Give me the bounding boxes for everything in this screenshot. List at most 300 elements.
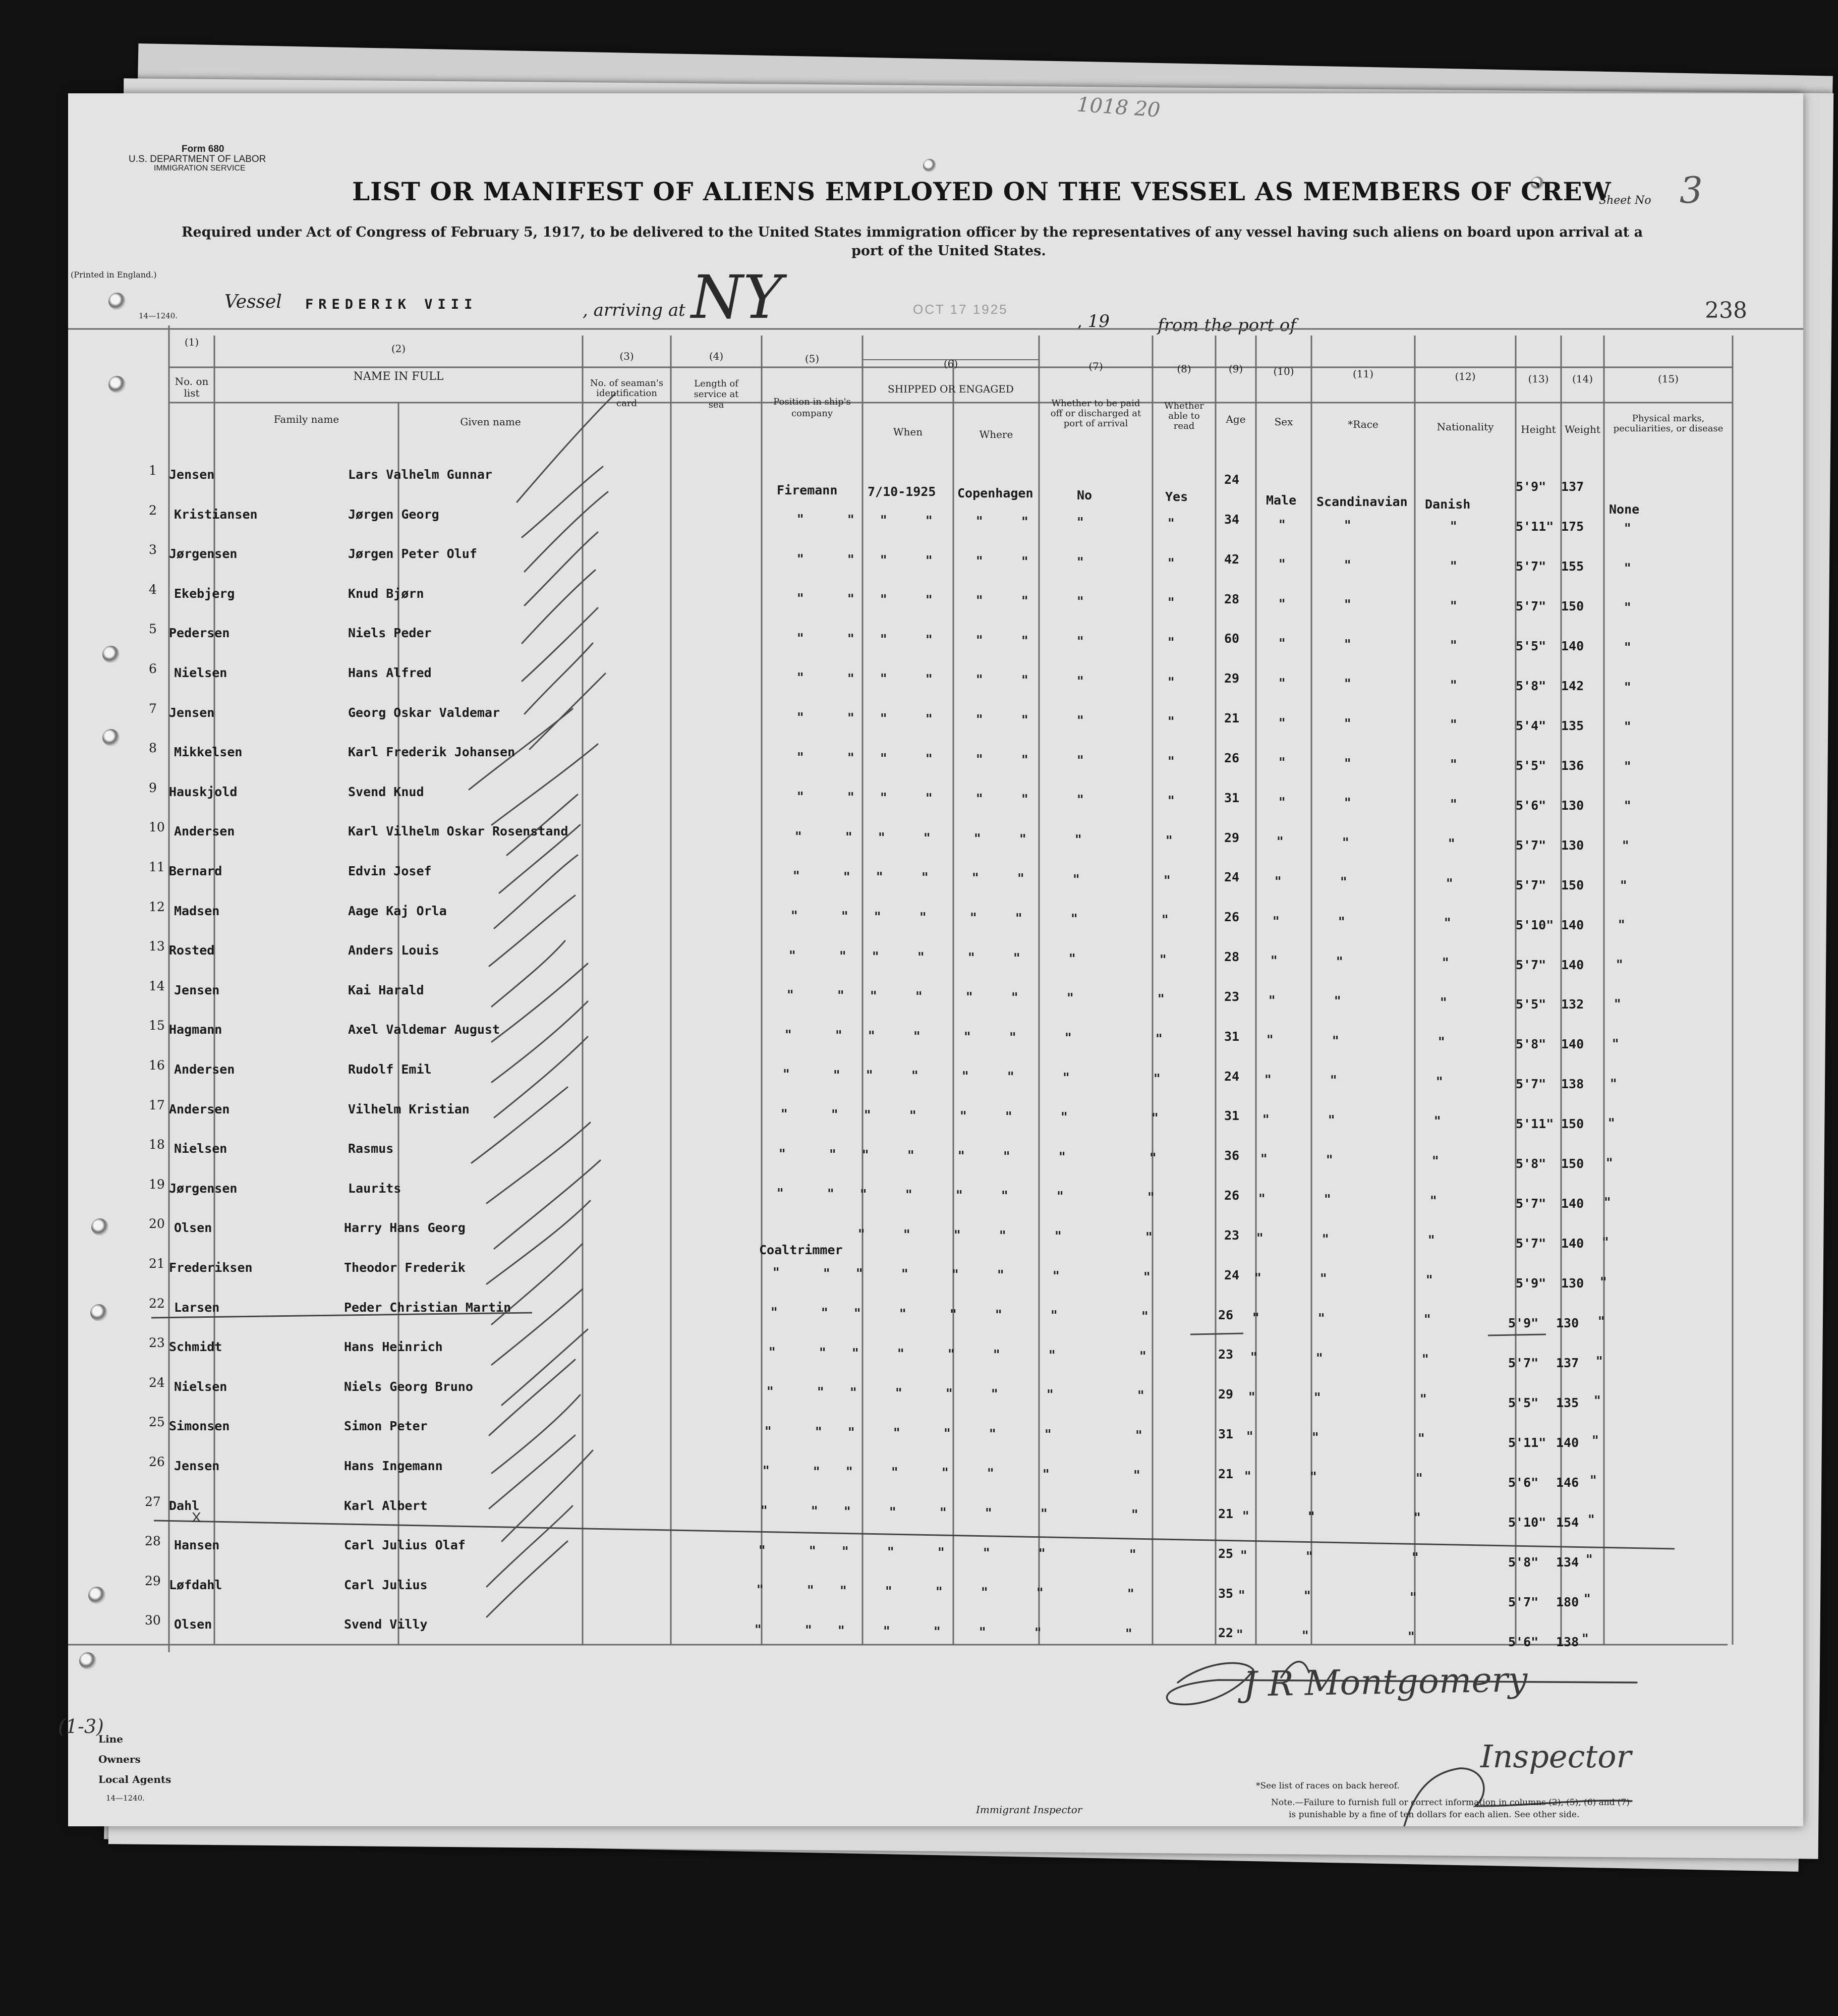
ditto-nationality: "	[1420, 1391, 1427, 1407]
ditto-where: "	[1017, 871, 1024, 887]
ditto-position: "	[797, 512, 804, 528]
row-number: 22	[149, 1296, 165, 1311]
ditto-position: "	[773, 1265, 780, 1281]
ditto-paid-off: "	[1051, 1308, 1058, 1324]
from-port-label: from the port of	[1158, 315, 1296, 335]
ditto-marks: "	[1624, 680, 1631, 695]
ditto-when: "	[868, 1028, 875, 1044]
margin-mark: (1-3)	[58, 1715, 104, 1738]
given-name: Karl Frederik Johansen	[348, 745, 515, 760]
ditto-sex: "	[1279, 596, 1286, 612]
col-4-num: (4)	[709, 350, 724, 362]
col-13-num: (13)	[1528, 373, 1549, 385]
ditto-position: "	[783, 1067, 790, 1083]
ditto-when: "	[926, 751, 933, 767]
ditto-when: "	[878, 830, 885, 846]
ditto-when: "	[862, 1147, 869, 1163]
height: 5'5"	[1508, 1395, 1539, 1411]
row-number: 16	[149, 1058, 165, 1073]
ditto-where: "	[936, 1585, 943, 1600]
manifest-subtitle: Required under Act of Congress of February 5, 1917, to be delivered to the United States immigration officer by the representatives of any vessel having such aliens on board upon arrival at a	[182, 225, 1643, 240]
ditto-where: "	[976, 752, 983, 767]
print-code: 14—1240.	[139, 311, 178, 320]
ditto-race: "	[1326, 1152, 1333, 1168]
col-6-where: Where	[979, 428, 1013, 440]
paid-off-value: No	[1077, 488, 1093, 502]
ditto-read: "	[1139, 1349, 1146, 1364]
ditto-marks: "	[1590, 1473, 1597, 1488]
weight: 140	[1556, 1435, 1579, 1450]
ditto-position: "	[847, 671, 854, 687]
sheet-no: 3	[1680, 169, 1703, 211]
height: 5'5"	[1516, 997, 1546, 1012]
ditto-paid-off: "	[1061, 1110, 1068, 1126]
ditto-where: "	[991, 1387, 998, 1403]
col-12-label: Nationality	[1437, 421, 1494, 433]
row-number: 5	[149, 622, 157, 637]
given-name: Kai Harald	[348, 982, 424, 997]
ditto-sex: "	[1254, 1271, 1261, 1286]
weight: 146	[1556, 1475, 1579, 1490]
age: 42	[1224, 551, 1240, 567]
ditto-when: "	[880, 592, 887, 608]
ditto-position: "	[811, 1504, 818, 1520]
ditto-marks: "	[1610, 1076, 1617, 1092]
ditto-sex: "	[1267, 1033, 1274, 1048]
family-name: Løfdahl	[169, 1577, 222, 1592]
ditto-position: "	[765, 1424, 772, 1439]
weight: 130	[1556, 1316, 1579, 1331]
ditto-position: "	[833, 1068, 840, 1083]
ditto-sex: "	[1258, 1191, 1266, 1207]
ditto-sex: "	[1244, 1469, 1251, 1484]
page-number: 238	[1705, 298, 1747, 323]
given-name: Theodor Frederik	[344, 1260, 466, 1275]
ditto-when: "	[907, 1148, 914, 1163]
ditto-where: "	[985, 1505, 992, 1521]
ditto-position: "	[795, 829, 802, 845]
row-number: 4	[149, 582, 157, 597]
immigrant-inspector-label: Immigrant Inspector	[976, 1804, 1082, 1816]
height: 5'11"	[1516, 519, 1554, 534]
age: 31	[1224, 1029, 1240, 1044]
given-name: Carl Julius	[344, 1577, 428, 1592]
ditto-paid-off: "	[1077, 753, 1084, 768]
ditto-sex: "	[1238, 1588, 1245, 1603]
form-number: Form 680	[182, 144, 224, 154]
ditto-when: "	[926, 593, 933, 608]
age: 24	[1224, 472, 1240, 487]
ditto-where: "	[948, 1347, 955, 1362]
col-10-num: (10)	[1273, 365, 1294, 377]
ditto-sex: "	[1265, 1073, 1272, 1088]
height: 5'8"	[1516, 1156, 1546, 1171]
weight: 130	[1561, 1276, 1584, 1291]
ditto-position: "	[847, 552, 854, 568]
row-number: 6	[149, 661, 157, 676]
ditto-nationality: "	[1450, 678, 1457, 693]
weight: 135	[1556, 1395, 1579, 1411]
age: 29	[1218, 1387, 1234, 1402]
ditto-when: "	[866, 1068, 873, 1084]
ditto-paid-off: "	[1043, 1467, 1050, 1482]
ditto-when: "	[842, 1544, 849, 1559]
ditto-where: "	[976, 553, 983, 569]
ditto-marks: "	[1624, 600, 1631, 616]
weight: 150	[1561, 1156, 1584, 1171]
ditto-nationality: "	[1434, 1114, 1441, 1130]
ditto-marks: "	[1616, 957, 1623, 973]
race-value: Scandinavian	[1316, 494, 1408, 509]
ditto-nationality: "	[1440, 995, 1447, 1011]
weight: 140	[1561, 1196, 1584, 1211]
ditto-position: "	[761, 1503, 768, 1519]
ditto-where: "	[956, 1188, 963, 1204]
position-value: Firemann	[777, 483, 838, 497]
ditto-nationality: "	[1410, 1590, 1417, 1605]
ditto-position: "	[793, 869, 800, 884]
physical-marks-value: None	[1609, 502, 1640, 517]
ditto-marks: "	[1594, 1393, 1601, 1409]
ditto-race: "	[1320, 1271, 1327, 1287]
family-name: Andersen	[169, 1101, 230, 1116]
given-name: Svend Villy	[344, 1617, 428, 1632]
ditto-position: "	[787, 988, 794, 1003]
ditto-sex: "	[1269, 993, 1276, 1009]
footer-local-agents: Local Agents	[98, 1773, 171, 1785]
col-3-num: (3)	[619, 350, 634, 362]
ditto-race: "	[1314, 1390, 1321, 1406]
family-name: Hagmann	[169, 1022, 222, 1037]
row-number: 27	[145, 1494, 161, 1509]
ditto-position: "	[771, 1305, 778, 1321]
row-number: 12	[149, 899, 165, 914]
col-8-num: (8)	[1177, 363, 1191, 375]
ditto-race: "	[1344, 716, 1351, 732]
col-15-num: (15)	[1657, 373, 1679, 385]
ditto-position: "	[847, 631, 854, 647]
printed-note: (Printed in England.)	[71, 270, 157, 279]
ditto-when: "	[852, 1346, 859, 1361]
height: 5'7"	[1516, 1236, 1546, 1251]
age: 23	[1218, 1347, 1234, 1362]
given-name: Harry Hans Georg	[344, 1220, 466, 1236]
row-27-mark: X	[192, 1509, 201, 1525]
weight: 150	[1561, 1116, 1584, 1132]
ditto-when: "	[860, 1187, 867, 1203]
col-12-num: (12)	[1455, 370, 1476, 382]
ditto-where: "	[944, 1426, 951, 1441]
given-name: Rasmus	[348, 1141, 394, 1156]
ditto-where: "	[974, 831, 981, 847]
ditto-when: "	[897, 1346, 904, 1362]
ditto-read: "	[1133, 1468, 1140, 1483]
ditto-race: "	[1344, 557, 1351, 573]
age: 28	[1224, 591, 1240, 606]
ditto-where: "	[997, 1268, 1004, 1283]
ditto-sex: "	[1256, 1231, 1263, 1247]
ditto-race: "	[1342, 835, 1349, 851]
height: 5'7"	[1516, 837, 1546, 853]
ditto-read: "	[1168, 754, 1175, 769]
given-name: Niels Peder	[348, 626, 432, 641]
age: 60	[1224, 631, 1240, 646]
ditto-where: "	[976, 593, 983, 609]
ditto-position: "	[755, 1622, 762, 1638]
sheet-no-label: Sheet No	[1599, 194, 1651, 207]
weight: 140	[1561, 1037, 1584, 1052]
ditto-when: "	[885, 1584, 892, 1600]
given-name: Edvin Josef	[348, 864, 432, 878]
age: 26	[1224, 750, 1240, 765]
shipped-when-value: 7/10-1925	[868, 484, 936, 499]
height: 5'9"	[1508, 1316, 1539, 1331]
family-name: Jørgensen	[169, 1181, 238, 1196]
ditto-position: "	[785, 1027, 792, 1043]
weight: 140	[1561, 638, 1584, 653]
row-number: 21	[149, 1256, 165, 1271]
ditto-where: "	[958, 1148, 965, 1164]
col-14-num: (14)	[1572, 373, 1593, 385]
row-number: 3	[149, 542, 157, 557]
age: 29	[1224, 671, 1240, 686]
ditto-read: "	[1127, 1587, 1134, 1602]
manifest-title: LIST OR MANIFEST OF ALIENS EMPLOYED ON THE VESSEL AS MEMBERS OF CREW	[352, 177, 1612, 206]
ditto-race: "	[1324, 1192, 1331, 1208]
col-2-given: Given name	[460, 416, 521, 428]
ditto-race: "	[1336, 954, 1343, 970]
ditto-position: "	[847, 513, 854, 528]
ditto-paid-off: "	[1075, 832, 1082, 848]
ditto-nationality: "	[1442, 955, 1449, 971]
ditto-paid-off: "	[1077, 793, 1084, 808]
ditto-marks: "	[1624, 719, 1631, 735]
row-number: 24	[149, 1375, 165, 1390]
ditto-position: "	[805, 1622, 812, 1638]
ditto-read: "	[1152, 1111, 1159, 1127]
ditto-where: "	[942, 1466, 949, 1481]
weight: 140	[1561, 917, 1584, 932]
ditto-where: "	[987, 1466, 994, 1482]
weight: 175	[1561, 519, 1584, 534]
row-number: 17	[149, 1097, 165, 1112]
ditto-race: "	[1344, 597, 1351, 613]
ditto-where: "	[1015, 911, 1022, 926]
ditto-nationality: "	[1428, 1233, 1435, 1249]
height: 5'11"	[1508, 1435, 1546, 1450]
ditto-position: "	[835, 1028, 842, 1043]
age: 26	[1218, 1307, 1234, 1322]
family-name: Jensen	[174, 1459, 220, 1473]
ditto-position: "	[847, 750, 854, 766]
ditto-when: "	[883, 1623, 890, 1639]
race-note: *See list of races on back hereof.	[1256, 1781, 1400, 1791]
ditto-read: "	[1160, 952, 1167, 968]
ditto-position: "	[821, 1306, 828, 1321]
ditto-where: "	[989, 1426, 996, 1442]
ditto-when: "	[880, 632, 887, 647]
ditto-where: "	[954, 1227, 961, 1243]
ditto-sex: "	[1240, 1548, 1247, 1564]
col-11-num: (11)	[1352, 368, 1374, 380]
ditto-where: "	[983, 1545, 990, 1561]
ditto-sex: "	[1279, 715, 1286, 731]
ditto-paid-off: "	[1059, 1149, 1066, 1165]
ditto-nationality: "	[1426, 1272, 1433, 1288]
ditto-when: "	[926, 791, 933, 807]
ditto-sex: "	[1279, 557, 1286, 573]
ditto-when: "	[880, 552, 887, 568]
weight: 150	[1561, 598, 1584, 613]
weight: 137	[1561, 479, 1584, 494]
ditto-when: "	[887, 1544, 894, 1560]
ditto-marks: "	[1608, 1116, 1615, 1132]
ditto-paid-off: "	[1047, 1387, 1054, 1403]
ditto-when: "	[920, 910, 927, 925]
ditto-sex: "	[1248, 1389, 1255, 1405]
ditto-nationality: "	[1408, 1630, 1415, 1645]
ditto-read: "	[1168, 516, 1175, 532]
ditto-when: "	[880, 711, 887, 726]
ditto-paid-off: "	[1065, 1031, 1072, 1046]
row-number: 19	[149, 1177, 165, 1192]
ditto-where: "	[938, 1545, 945, 1560]
col-11-label: *Race	[1348, 418, 1378, 430]
ditto-read: "	[1168, 794, 1175, 809]
ditto-race: "	[1322, 1231, 1329, 1247]
col-5-num: (5)	[805, 353, 820, 365]
ditto-position: "	[797, 750, 804, 765]
height: 5'7"	[1508, 1356, 1539, 1371]
ditto-where: "	[950, 1307, 957, 1322]
col-13-label: Height	[1521, 423, 1556, 435]
ditto-sex: "	[1277, 834, 1284, 850]
weight: 140	[1561, 1236, 1584, 1251]
given-name: Svend Knud	[348, 784, 424, 799]
age: 24	[1224, 1267, 1240, 1282]
row-number: 15	[149, 1018, 165, 1033]
family-name: Larsen	[174, 1300, 220, 1315]
ditto-race: "	[1306, 1549, 1313, 1564]
ditto-where: "	[976, 514, 983, 529]
ditto-position: "	[813, 1464, 820, 1480]
ditto-when: "	[913, 1029, 921, 1044]
ditto-where: "	[1011, 990, 1018, 1006]
given-name: Jørgen Georg	[348, 507, 439, 522]
ditto-nationality: "	[1446, 876, 1453, 891]
age: 24	[1224, 870, 1240, 885]
ditto-where: "	[964, 1029, 971, 1045]
ditto-paid-off: "	[1039, 1546, 1046, 1561]
ditto-when: "	[848, 1425, 855, 1440]
ditto-read: "	[1164, 873, 1171, 888]
ditto-race: "	[1328, 1113, 1335, 1129]
height: 5'5"	[1516, 758, 1546, 773]
ditto-position: "	[809, 1543, 816, 1559]
manifest-sheet	[58, 93, 1803, 1826]
vessel-name: FREDERIK VIII	[305, 297, 478, 312]
age: 21	[1218, 1506, 1234, 1521]
ditto-read: "	[1162, 913, 1169, 928]
given-name: Lars Valhelm Gunnar	[348, 467, 492, 482]
col-1-label: No. on list	[175, 375, 209, 399]
ditto-nationality: "	[1416, 1471, 1423, 1486]
ditto-race: "	[1312, 1430, 1319, 1445]
family-name: Olsen	[174, 1617, 212, 1632]
col-9-num: (9)	[1228, 363, 1243, 375]
ditto-where: "	[960, 1109, 967, 1124]
family-name: Nielsen	[174, 665, 227, 680]
ditto-paid-off: "	[1077, 515, 1084, 531]
ditto-position: "	[847, 790, 854, 806]
ditto-paid-off: "	[1041, 1506, 1048, 1522]
ditto-marks: "	[1612, 1036, 1619, 1052]
ditto-marks: "	[1596, 1354, 1603, 1369]
ditto-where: "	[976, 673, 983, 688]
col-15-label: Physical marks, peculiarities, or disease	[1613, 413, 1724, 434]
ditto-position: "	[829, 1147, 836, 1162]
ditto-where: "	[976, 633, 983, 648]
ditto-where: "	[979, 1625, 986, 1640]
ditto-when: "	[893, 1425, 900, 1441]
weight: 138	[1561, 1077, 1584, 1092]
ditto-where: "	[993, 1347, 1000, 1363]
family-name: Jensen	[169, 467, 215, 482]
ditto-sex: "	[1279, 636, 1286, 652]
ditto-paid-off: "	[1035, 1626, 1042, 1641]
ditto-marks: "	[1604, 1195, 1611, 1211]
col-4-label: Length of service at sea	[694, 378, 739, 410]
col-8-label: Whether able to read	[1164, 401, 1204, 431]
weight: 136	[1561, 758, 1584, 773]
ditto-race: "	[1316, 1351, 1323, 1366]
ditto-where: "	[946, 1386, 953, 1402]
ditto-race: "	[1318, 1311, 1325, 1327]
ditto-when: "	[926, 553, 933, 569]
ditto-when: "	[909, 1108, 916, 1124]
ditto-when: "	[895, 1386, 902, 1402]
family-name: Jørgensen	[169, 546, 238, 562]
ditto-paid-off: "	[1045, 1427, 1052, 1442]
ditto-position: "	[843, 869, 850, 885]
ditto-marks: "	[1606, 1155, 1613, 1171]
ditto-race: "	[1308, 1509, 1315, 1525]
family-name: Bernard	[169, 864, 222, 878]
weight: 140	[1561, 957, 1584, 972]
ditto-when: "	[899, 1306, 906, 1322]
family-name: Andersen	[174, 824, 235, 839]
ditto-nationality: "	[1414, 1510, 1421, 1526]
weight: 138	[1556, 1634, 1579, 1649]
ditto-when: "	[922, 870, 929, 886]
row-number: 29	[145, 1573, 161, 1588]
ditto-sex: "	[1271, 954, 1278, 969]
ditto-when: "	[858, 1226, 865, 1242]
height: 5'7"	[1516, 598, 1546, 613]
ditto-paid-off: "	[1049, 1348, 1056, 1363]
family-name: Olsen	[174, 1220, 212, 1236]
col-6-num: (6)	[943, 358, 958, 370]
ditto-read: "	[1137, 1388, 1144, 1404]
ditto-position: "	[823, 1266, 830, 1281]
height: 5'11"	[1516, 1116, 1554, 1132]
ditto-sex: "	[1275, 874, 1282, 889]
ditto-read: "	[1166, 833, 1173, 849]
ditto-when: "	[911, 1069, 918, 1084]
ditto-position: "	[797, 710, 804, 726]
given-name: Rudolf Emil	[348, 1062, 432, 1077]
given-name: Simon Peter	[344, 1419, 428, 1434]
